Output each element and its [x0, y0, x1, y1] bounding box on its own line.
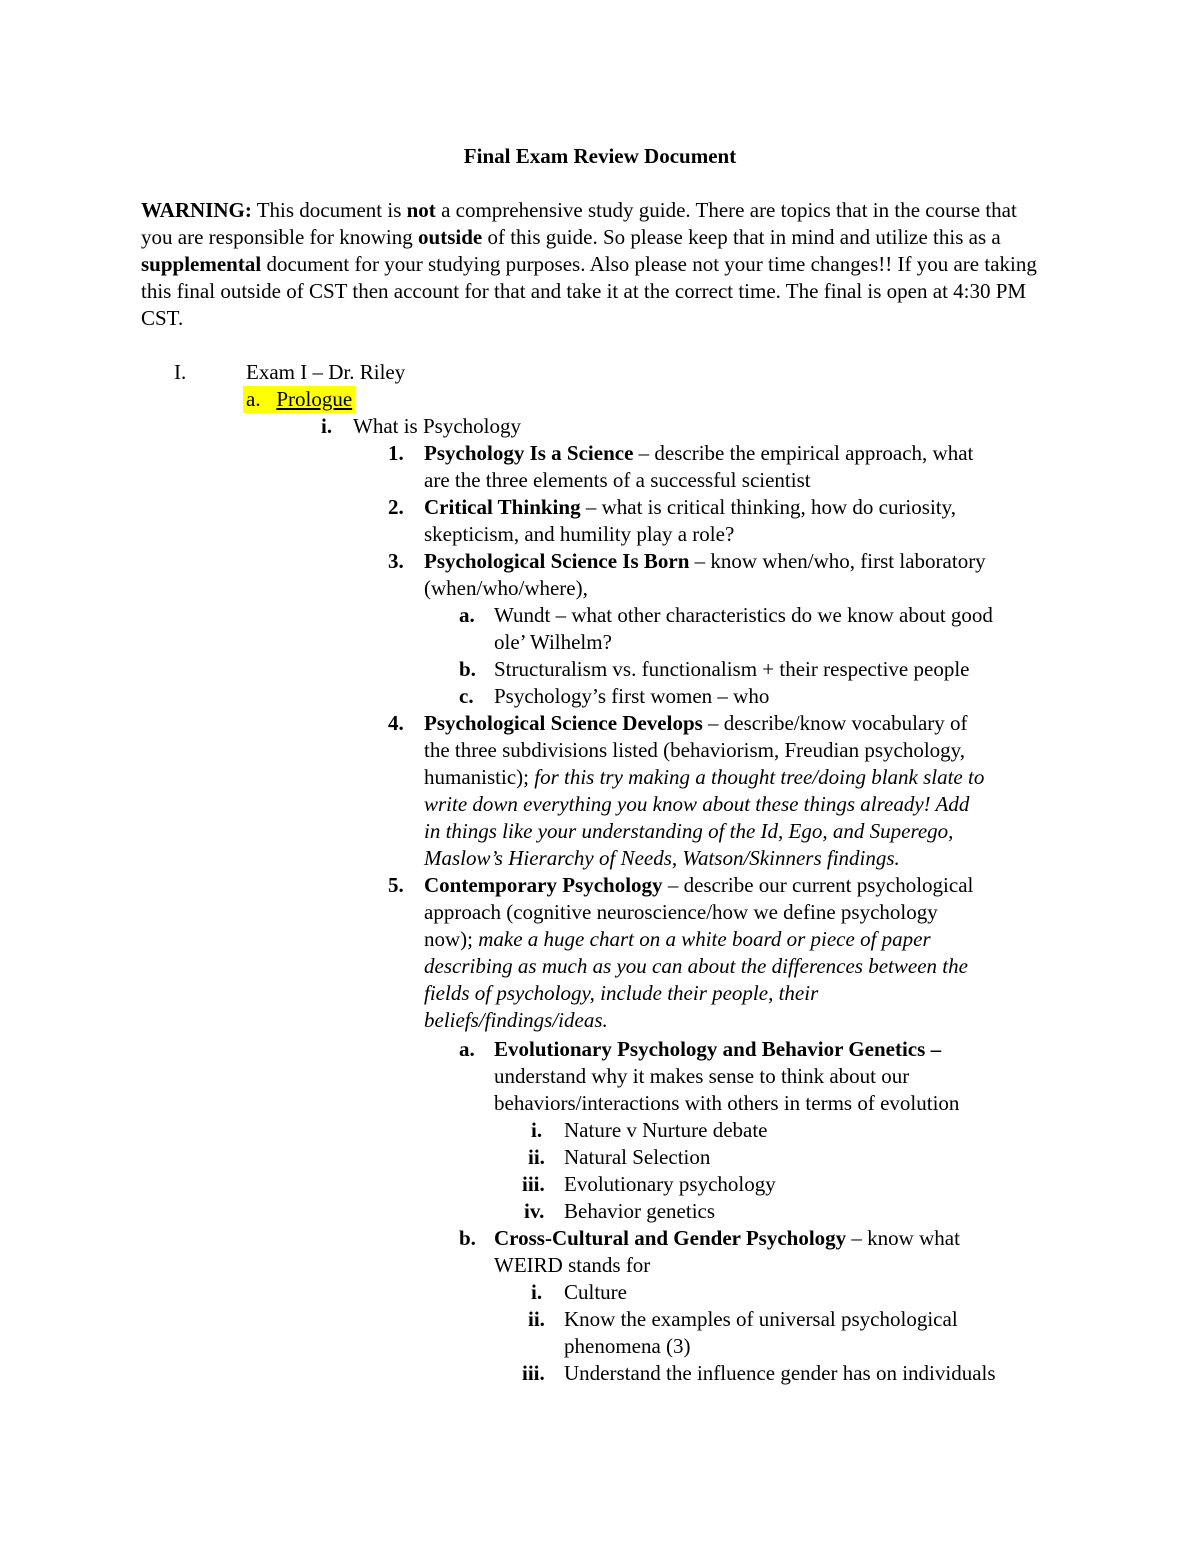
page-title: Final Exam Review Document: [463, 144, 737, 168]
highlighted-heading: a. Prologue: [243, 386, 355, 413]
sub-list-item-continuation: ole’ Wilhelm?: [494, 630, 612, 654]
list-marker: b.: [459, 657, 476, 681]
list-marker: I.: [174, 360, 187, 384]
list-item-continuation: now); make a huge chart on a white board or piece of paper: [424, 927, 931, 951]
list-marker: ii.: [528, 1145, 545, 1169]
list-item-continuation: skepticism, and humility play a role?: [424, 522, 735, 546]
list-marker: iv.: [524, 1199, 545, 1223]
list-item-continuation: in things like your understanding of the Id, Ego, and Superego,: [424, 819, 954, 843]
list-marker: i.: [321, 414, 333, 438]
list-marker: b.: [459, 1226, 476, 1250]
list-marker: i.: [531, 1280, 543, 1304]
topic-title: What is Psychology: [353, 414, 521, 438]
sub-list-item-continuation: WEIRD stands for: [494, 1253, 651, 1277]
list-marker: c.: [459, 684, 474, 708]
list-marker: iii.: [522, 1172, 545, 1196]
nested-list-item-continuation: phenomena (3): [564, 1334, 691, 1358]
warning-paragraph: WARNING: This document is not a comprehensive study guide. There are topics that in the course that you are responsible for knowing outside of this guide. So please keep that in mind and utilize this as a supplemental document for your studying purposes. Also please not your time changes!! If you are taking this final outside of CST then account for that and take it at the correct time. The final is open at 4:30 PM CST.: [141, 198, 1037, 330]
list-marker: iii.: [522, 1361, 545, 1385]
list-marker: 2.: [388, 495, 404, 519]
list-marker: ii.: [528, 1307, 545, 1331]
list-marker: 5.: [388, 873, 404, 897]
list-marker: 3.: [388, 549, 404, 573]
list-item-continuation: describing as much as you can about the differences between the: [424, 954, 968, 978]
section-title: Exam I – Dr. Riley: [246, 360, 406, 384]
list-marker: i.: [531, 1118, 543, 1142]
list-item-continuation: the three subdivisions listed (behaviorism, Freudian psychology,: [424, 738, 966, 762]
list-marker: a.: [459, 1037, 475, 1061]
warning-label: WARNING:: [141, 198, 252, 222]
list-item-continuation: Maslow’s Hierarchy of Needs, Watson/Skinners findings.: [424, 846, 900, 870]
list-marker: a.: [459, 603, 475, 627]
sub-list-item-continuation: understand why it makes sense to think about our: [494, 1064, 910, 1088]
list-item-continuation: are the three elements of a successful scientist: [424, 468, 811, 492]
list-item-continuation: humanistic); for this try making a thought tree/doing blank slate to: [424, 765, 985, 789]
emphasis-not: not: [406, 198, 436, 222]
list-item-continuation: write down everything you know about these things already! Add: [424, 792, 970, 816]
list-item-continuation: fields of psychology, include their people, their: [424, 981, 819, 1005]
list-marker: 1.: [388, 441, 404, 465]
list-item-continuation: (when/who/where),: [424, 576, 588, 600]
document-page: Final Exam Review Document WARNING: This document is not a comprehensive study guide. There are topics that in the course that you are responsible for knowing outside of this guide. So please keep that in mind and utilize this as a supplemental document for your studying purposes. Also please not your time changes!! If you are taking this final outside of CST then account for that and take it at the correct time. The final is open at 4:30 PM CST. I. Exam I – Dr. Riley a. Prologue i. What is Psychology 1. Psychology Is a Science – describe the empirical approach, what are the three elements of a successful scientist 2. Critical Thinking – what is critical thinking, how do curiosity, skepticism, and humility play a role? 3. Psychological Science Is Born – know when/who, first laboratory (when/who/where), a. Wundt – what other characteristics do we know about good ole’ Wilhelm? b. Structuralism vs. functionalism + their respective people c. Psychology’s first women – who 4. Psychological Science Develops – describe/know vocabulary of the three subdivisions listed (behaviorism, Freudian psychology, humanistic); for this try making a thought tree/doing blank slate to write down everything you know about these things already! Add in things like your understanding of the Id, Ego, and Superego, Maslow’s Hierarchy of Needs, Watson/Skinners findings. 5. Contemporary Psychology – describe our current psychological approach (cognitive neuroscience/how we define psychology now); make a huge chart on a white board or piece of paper describing as much as you can about the differences between the fields of psychology, include their people, their beliefs/findings/ideas. a. Evolutionary Psychology and Behavior Genetics – understand why it makes sense to think about our behaviors/interactions with others in terms of evolution i. Nature v Nurture debate ii. Natural Selection iii. Evolutionary psychology iv. Behavior genetics b. Cross-Cultural and Gender Psychology – know what WEIRD stands for i. Culture ii. Know the examples of universal psychological phenomena (3) iii. Understand the influence gender has on individuals: [0, 0, 1200, 1553]
list-item-continuation: approach (cognitive neuroscience/how we define psychology: [424, 900, 938, 924]
list-item-continuation: beliefs/findings/ideas.: [424, 1008, 608, 1032]
sub-list-item-continuation: behaviors/interactions with others in terms of evolution: [494, 1091, 960, 1115]
list-marker: 4.: [388, 711, 404, 735]
emphasis-outside: outside: [418, 225, 483, 249]
emphasis-supplemental: supplemental: [141, 252, 262, 276]
